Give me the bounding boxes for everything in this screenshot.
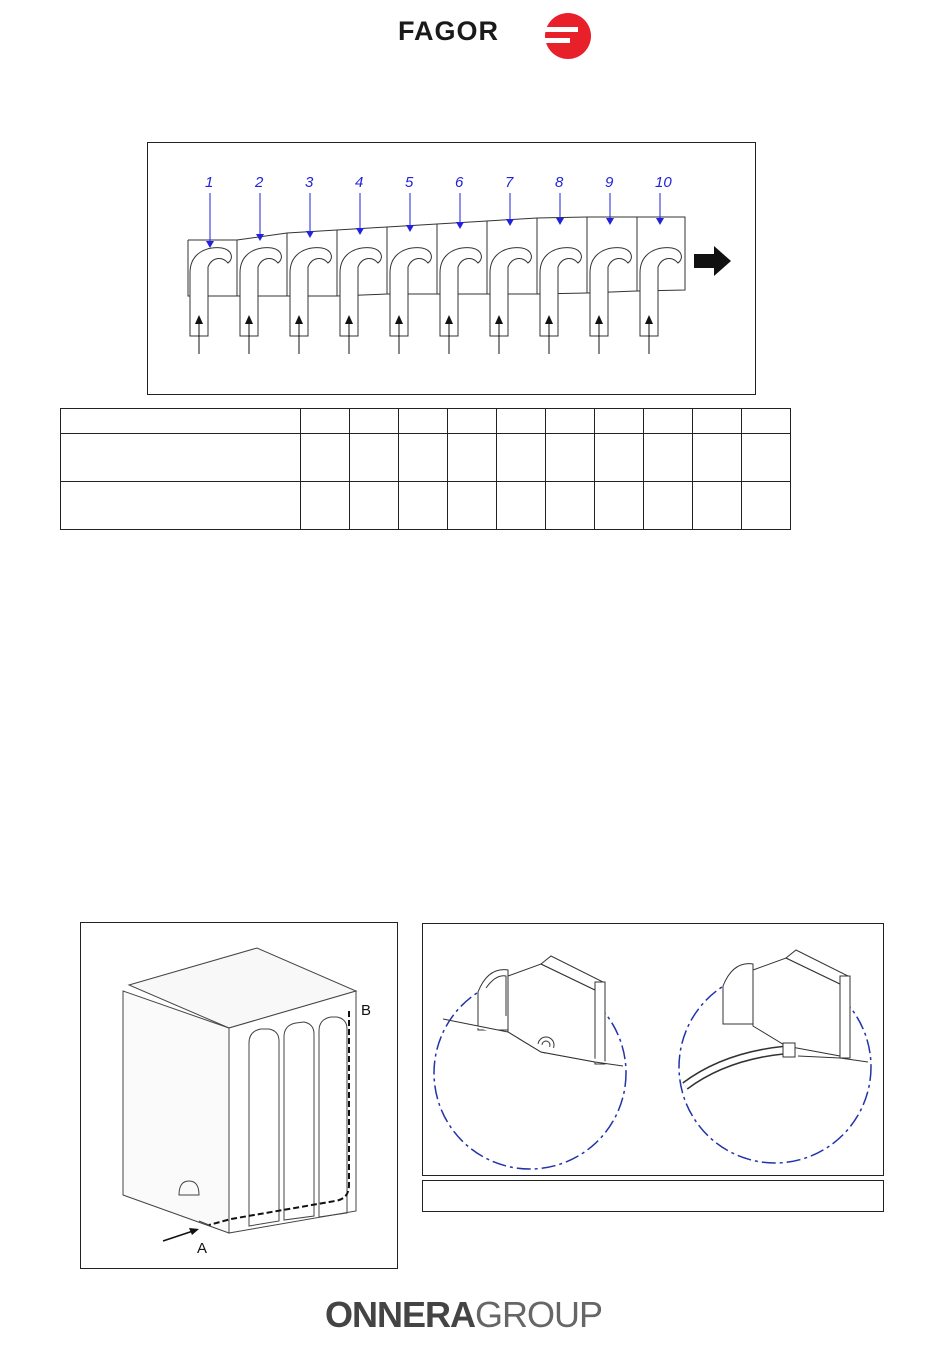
table-cell <box>497 434 546 482</box>
label-pointer-arrowhead <box>606 218 614 225</box>
footer-brand-light: GROUP <box>475 1294 603 1335</box>
exhaust-arrow-icon <box>694 246 731 276</box>
label-b: B <box>361 1002 372 1019</box>
table-cell <box>693 409 742 434</box>
label-pointer-arrowhead <box>556 218 564 225</box>
inlet-number-label: 3 <box>305 174 314 191</box>
onnera-group-logo <box>325 1294 602 1336</box>
inlet-number-label: 9 <box>605 174 614 191</box>
duct-elbows <box>190 174 681 354</box>
table-cell <box>595 482 644 530</box>
label-pointer-arrowhead <box>506 219 514 226</box>
table-cell <box>448 482 497 530</box>
table-cell <box>350 482 399 530</box>
label-pointer-arrowhead <box>406 225 414 232</box>
label-pointer-arrowhead <box>306 231 314 238</box>
table-cell <box>61 482 301 530</box>
table-cell <box>301 434 350 482</box>
table-cell <box>644 434 693 482</box>
table-row <box>61 409 791 434</box>
duct-diagram-svg <box>148 143 757 396</box>
table-row <box>61 482 791 530</box>
table-cell <box>546 409 595 434</box>
table-cell <box>742 482 791 530</box>
label-pointer-arrowhead <box>456 222 464 229</box>
inlet-number-label: 10 <box>655 174 672 191</box>
table-cell <box>448 434 497 482</box>
fagor-logo-text: FAGOR <box>398 16 500 46</box>
fitting-detail-right <box>685 950 868 1086</box>
fitting-detail-left <box>443 956 623 1066</box>
table-cell <box>693 434 742 482</box>
table-cell <box>61 409 301 434</box>
table-cell <box>61 434 301 482</box>
table-cell <box>399 409 448 434</box>
table-cell <box>546 482 595 530</box>
inlet-number-label: 4 <box>355 174 364 191</box>
table-cell <box>644 409 693 434</box>
inlet-number-label: 7 <box>505 174 514 191</box>
table-cell <box>497 409 546 434</box>
inlet-number-label: 1 <box>205 174 214 191</box>
label-pointer-arrowhead <box>206 241 214 248</box>
duct-diagram-figure <box>147 142 756 395</box>
inlet-number-label: 2 <box>255 174 264 191</box>
table-cell <box>350 434 399 482</box>
table-row <box>61 434 791 482</box>
table-cell <box>350 409 399 434</box>
dryer-drawing <box>81 923 399 1270</box>
figure-caption-box <box>422 1180 884 1212</box>
table-cell <box>448 409 497 434</box>
table-cell <box>399 434 448 482</box>
label-a: A <box>197 1240 208 1257</box>
inlet-number-label: 5 <box>405 174 414 191</box>
footer-brand-bold: ONNERA <box>325 1294 476 1335</box>
table-cell <box>742 434 791 482</box>
inlet-number-label: 8 <box>555 174 564 191</box>
dryer-rear-figure <box>80 922 398 1269</box>
table-cell <box>595 434 644 482</box>
table-cell <box>399 482 448 530</box>
table-cell <box>301 409 350 434</box>
table-cell <box>546 434 595 482</box>
table-cell <box>497 482 546 530</box>
fagor-logo-icon <box>540 12 594 60</box>
data-table <box>60 408 791 530</box>
inlet-number-label: 6 <box>455 174 464 191</box>
table-cell <box>742 409 791 434</box>
label-pointer-arrowhead <box>356 228 364 235</box>
connection-detail-figure <box>422 923 884 1176</box>
table-cell <box>693 482 742 530</box>
detail-drawing <box>423 924 885 1177</box>
table-cell <box>595 409 644 434</box>
table-cell <box>644 482 693 530</box>
table-cell <box>301 482 350 530</box>
label-pointer-arrowhead <box>656 218 664 225</box>
